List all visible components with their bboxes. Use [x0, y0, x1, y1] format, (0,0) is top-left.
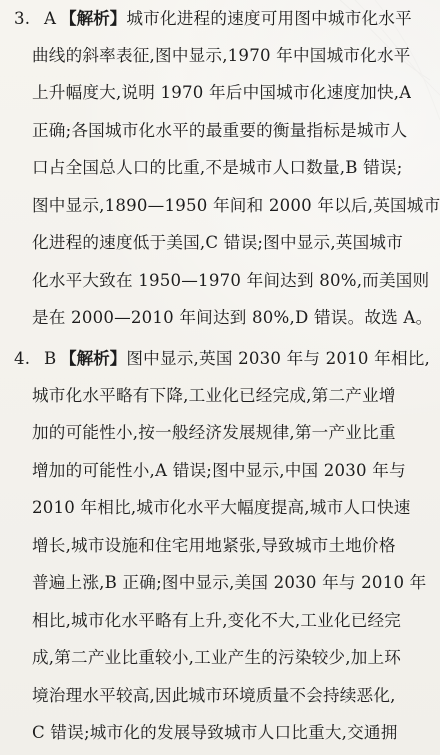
answer-3-line-2: 曲线的斜率表征,图中显示,1970 年中国城市化水平 [32, 45, 411, 65]
answer-3-line-9: 是在 2000—2010 年间达到 80%,D 错误。故选 A。 [32, 308, 433, 327]
answer-3-line-6: 图中显示,1890—1950 年间和 2000 年以后,英国城市 [32, 195, 440, 215]
answer-4-line-6: 增长,城市设施和住宅用地紧张,导致城市土地价格 [32, 535, 396, 555]
answer-4-number: 4. [14, 349, 31, 368]
answer-4-line-7: 普遍上涨,B 正确;图中显示,美国 2030 年与 2010 年 [32, 573, 427, 592]
answer-3-line-7: 化进程的速度低于美国,C 错误;图中显示,英国城市 [32, 233, 403, 252]
answer-4-line-9: 成,第二产业比重较小,工业产生的污染较少,加上环 [32, 648, 402, 667]
answer-4-line-3: 加的可能性小,按一般经济发展规律,第一产业比重 [32, 423, 396, 442]
answer-4-line-2: 城市化水平略有下降,工业化已经完成,第二产业增 [32, 385, 396, 405]
answer-4-line-11: C 错误;城市化的发展导致城市人口比重大,交通拥 [32, 723, 398, 742]
answer-4-line-8: 相比,城市化水平略有上升,变化不大,工业化已经完 [32, 610, 402, 630]
answer-3-text-1: 城市化进程的速度可用图中城市化水平 [126, 9, 412, 28]
answer-3-line-1 [14, 8, 412, 28]
answer-4-line-10: 境治理水平较高,因此城市环境质量不会持续恶化, [32, 685, 396, 705]
answer-4-text-1: 图中显示,英国 2030 年与 2010 年相比, [126, 349, 431, 368]
answer-3-line-5: 口占全国总人口的比重,不是城市人口数量,B 错误; [32, 158, 403, 177]
answer-3-line-4: 正确;各国城市化水平的最重要的衡量指标是城市人 [32, 120, 408, 140]
answer-3-number: 3. [14, 9, 31, 28]
answer-4-choice: B [44, 349, 57, 368]
answer-4-line-1 [14, 348, 430, 368]
answer-3-tag: 【解析】 [60, 8, 127, 28]
answer-3-line-8: 化水平大致在 1950—1970 年间达到 80%,而美国则 [32, 270, 430, 290]
answer-4-tag: 【解析】 [60, 348, 127, 368]
answer-3-choice: A [44, 9, 57, 28]
answer-4-line-5: 2010 年相比,城市化水平大幅度提高,城市人口快速 [32, 498, 411, 517]
answer-3-line-3: 上升幅度大,说明 1970 年后中国城市化速度加快,A [32, 83, 412, 102]
answer-4-line-4: 增加的可能性小,A 错误;图中显示,中国 2030 年与 [32, 460, 406, 480]
